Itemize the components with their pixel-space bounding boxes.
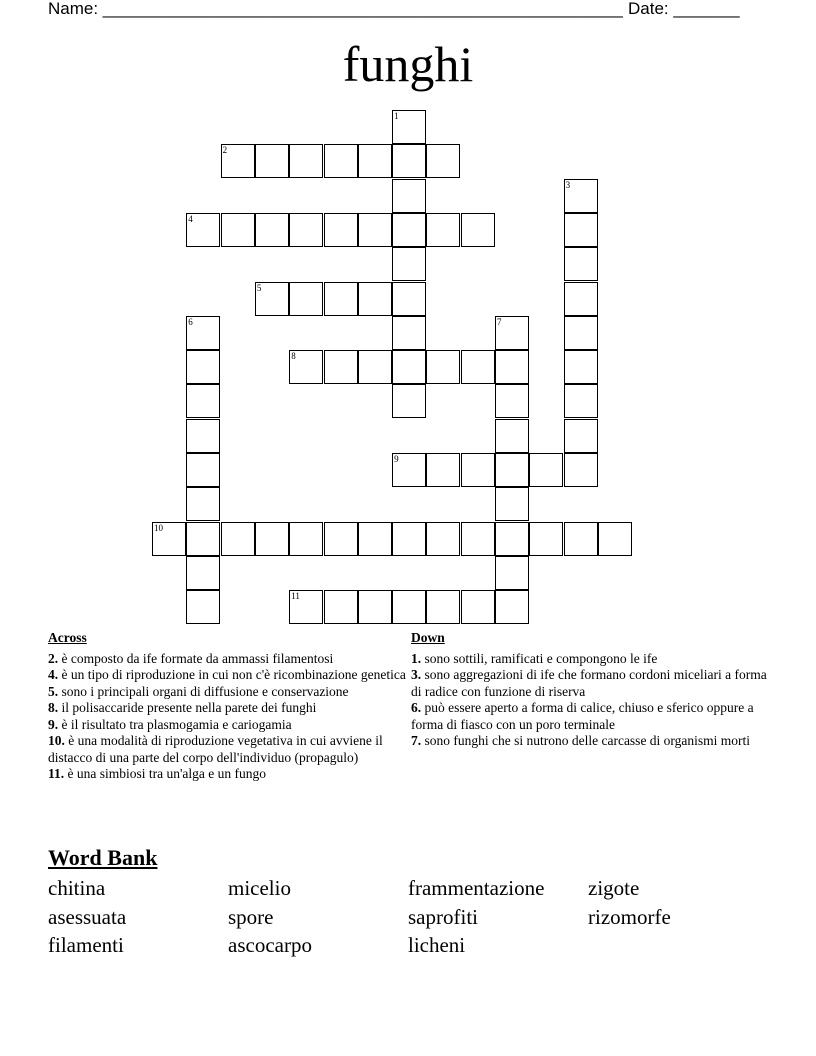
crossword-cell[interactable]	[461, 350, 495, 384]
crossword-cell[interactable]	[426, 522, 460, 556]
crossword-cell[interactable]	[461, 590, 495, 624]
crossword-cell[interactable]	[255, 522, 289, 556]
crossword-cell[interactable]	[564, 350, 598, 384]
crossword-cell[interactable]	[186, 556, 220, 590]
crossword-cell[interactable]	[426, 213, 460, 247]
clue-number: 8	[291, 351, 296, 362]
crossword-cell[interactable]	[186, 316, 220, 350]
crossword-cell[interactable]	[495, 384, 529, 418]
crossword-cell[interactable]	[564, 316, 598, 350]
word-bank-word: asessuata	[48, 905, 127, 929]
crossword-cell[interactable]	[495, 522, 529, 556]
crossword-cell[interactable]	[392, 350, 426, 384]
word-bank-word: rizomorfe	[588, 905, 671, 929]
crossword-cell[interactable]	[392, 213, 426, 247]
crossword-cell[interactable]	[392, 247, 426, 281]
across-clue: 10. è una modalità di riproduzione vegetativa in cui avviene il distacco di una parte del corpo dell'individuo (propagulo)	[48, 733, 383, 765]
word-bank-word: zigote	[588, 876, 640, 900]
crossword-cell[interactable]	[186, 213, 220, 247]
crossword-cell[interactable]	[255, 213, 289, 247]
crossword-cell[interactable]	[221, 213, 255, 247]
clue-number: 10	[154, 522, 163, 533]
crossword-cell[interactable]	[392, 316, 426, 350]
crossword-cell[interactable]	[186, 487, 220, 521]
crossword-cell[interactable]	[324, 282, 358, 316]
crossword-cell[interactable]	[564, 419, 598, 453]
crossword-cell[interactable]	[289, 590, 323, 624]
word-bank-word: spore	[228, 905, 274, 929]
crossword-cell[interactable]	[392, 453, 426, 487]
down-clue: 6. può essere aperto a forma di calice, chiuso e sferico oppure a forma di fiasco con un poro terminale	[411, 700, 754, 732]
crossword-cell[interactable]	[358, 350, 392, 384]
word-bank-word: frammentazione	[408, 876, 545, 900]
clue-number: 4	[188, 213, 193, 224]
crossword-cell[interactable]	[186, 590, 220, 624]
crossword-cell[interactable]	[426, 350, 460, 384]
crossword-cell[interactable]	[426, 453, 460, 487]
across-clue: 11. è una simbiosi tra un'alga e un fungo	[48, 766, 267, 781]
crossword-cell[interactable]	[495, 316, 529, 350]
crossword-cell[interactable]	[564, 247, 598, 281]
crossword-cell[interactable]	[564, 282, 598, 316]
word-bank-word: filamenti	[48, 933, 124, 957]
across-clue: 5. sono i principali organi di diffusione e conservazione	[48, 683, 349, 699]
crossword-cell[interactable]	[255, 144, 289, 178]
crossword-cell[interactable]	[289, 282, 323, 316]
crossword-cell[interactable]	[564, 213, 598, 247]
crossword-cell[interactable]	[186, 522, 220, 556]
crossword-cell[interactable]	[392, 282, 426, 316]
crossword-cell[interactable]	[358, 282, 392, 316]
word-bank-word: saprofiti	[408, 905, 478, 929]
crossword-cell[interactable]	[564, 522, 598, 556]
crossword-cell[interactable]	[461, 522, 495, 556]
across-clues	[48, 630, 408, 783]
word-bank-word: micelio	[228, 876, 291, 900]
crossword-cell[interactable]	[324, 522, 358, 556]
crossword-cell[interactable]	[495, 350, 529, 384]
crossword-cell[interactable]	[529, 453, 563, 487]
crossword-cell[interactable]	[186, 384, 220, 418]
crossword-cell[interactable]	[358, 144, 392, 178]
crossword-cell[interactable]	[392, 522, 426, 556]
clue-number: 7	[497, 316, 502, 327]
crossword-cell[interactable]	[495, 556, 529, 590]
crossword-cell[interactable]	[289, 144, 323, 178]
word-bank-word: licheni	[408, 933, 466, 957]
crossword-cell[interactable]	[426, 590, 460, 624]
word-bank-word: ascocarpo	[228, 933, 312, 957]
crossword-cell[interactable]	[358, 522, 392, 556]
crossword-cell[interactable]	[324, 590, 358, 624]
crossword-cell[interactable]	[598, 522, 632, 556]
clue-number: 3	[565, 179, 571, 190]
date-line: Date: _______	[628, 0, 740, 18]
name-line: Name: _______________________________________________________	[48, 0, 623, 18]
crossword-cell[interactable]	[392, 179, 426, 213]
across-clue: 8. il polisaccaride presente nella parete dei funghi	[48, 700, 317, 715]
crossword-cell[interactable]	[358, 213, 392, 247]
crossword-cell[interactable]	[392, 110, 426, 144]
crossword-cell[interactable]	[324, 144, 358, 178]
down-clue: 7. sono funghi che si nutrono delle carcasse di organismi morti	[411, 733, 751, 748]
crossword-cell[interactable]	[255, 282, 289, 316]
across-clue: 9. è il risultato tra plasmogamia e cariogamia	[48, 716, 292, 732]
crossword-cell[interactable]	[564, 453, 598, 487]
crossword-cell[interactable]	[461, 213, 495, 247]
crossword-cell[interactable]	[221, 144, 255, 178]
across-clue: 4. è un tipo di riproduzione in cui non c'è ricombinazione genetica	[48, 667, 406, 682]
word-bank-title: Word Bank	[48, 845, 158, 870]
crossword-cell[interactable]	[221, 522, 255, 556]
crossword-cell[interactable]	[392, 384, 426, 418]
across-clue: 2. è composto da ife formate da ammassi filamentosi	[48, 650, 334, 666]
crossword-cell[interactable]	[392, 144, 426, 178]
down-clue: 3. sono aggregazioni di ife che formano cordoni miceliari a forma di radice con funzione di riserva	[411, 667, 767, 699]
crossword-cell[interactable]	[358, 590, 392, 624]
crossword-cell[interactable]	[289, 213, 323, 247]
crossword-cell[interactable]	[495, 419, 529, 453]
crossword-cell[interactable]	[495, 453, 529, 487]
crossword-cell[interactable]	[289, 522, 323, 556]
clue-number: 2	[222, 145, 228, 156]
crossword-cell[interactable]	[186, 419, 220, 453]
clue-number: 9	[394, 454, 399, 464]
crossword-cell[interactable]	[564, 179, 598, 213]
down-heading: Down	[411, 630, 445, 645]
crossword-cell[interactable]	[495, 487, 529, 521]
crossword-cell[interactable]	[324, 213, 358, 247]
crossword-cell[interactable]	[152, 522, 186, 556]
crossword-cell[interactable]	[461, 453, 495, 487]
crossword-cell[interactable]	[289, 350, 323, 384]
crossword-cell[interactable]	[324, 350, 358, 384]
crossword-cell[interactable]	[186, 453, 220, 487]
page-title: funghi	[342, 36, 474, 92]
crossword-cell[interactable]	[426, 144, 460, 178]
down-clues	[411, 630, 771, 750]
crossword-cell[interactable]	[392, 590, 426, 624]
clue-number: 5	[256, 282, 262, 293]
clue-number: 6	[188, 316, 193, 327]
word-bank-word: chitina	[48, 876, 106, 900]
clue-number: 11	[291, 591, 300, 602]
clue-number: 1	[394, 111, 399, 121]
crossword-cell[interactable]	[186, 350, 220, 384]
crossword-cell[interactable]	[529, 522, 563, 556]
across-heading: Across	[48, 630, 87, 645]
crossword-cell[interactable]	[495, 590, 529, 624]
crossword-cell[interactable]	[564, 384, 598, 418]
down-clue: 1. sono sottili, ramificati e compongono le ife	[411, 650, 658, 666]
